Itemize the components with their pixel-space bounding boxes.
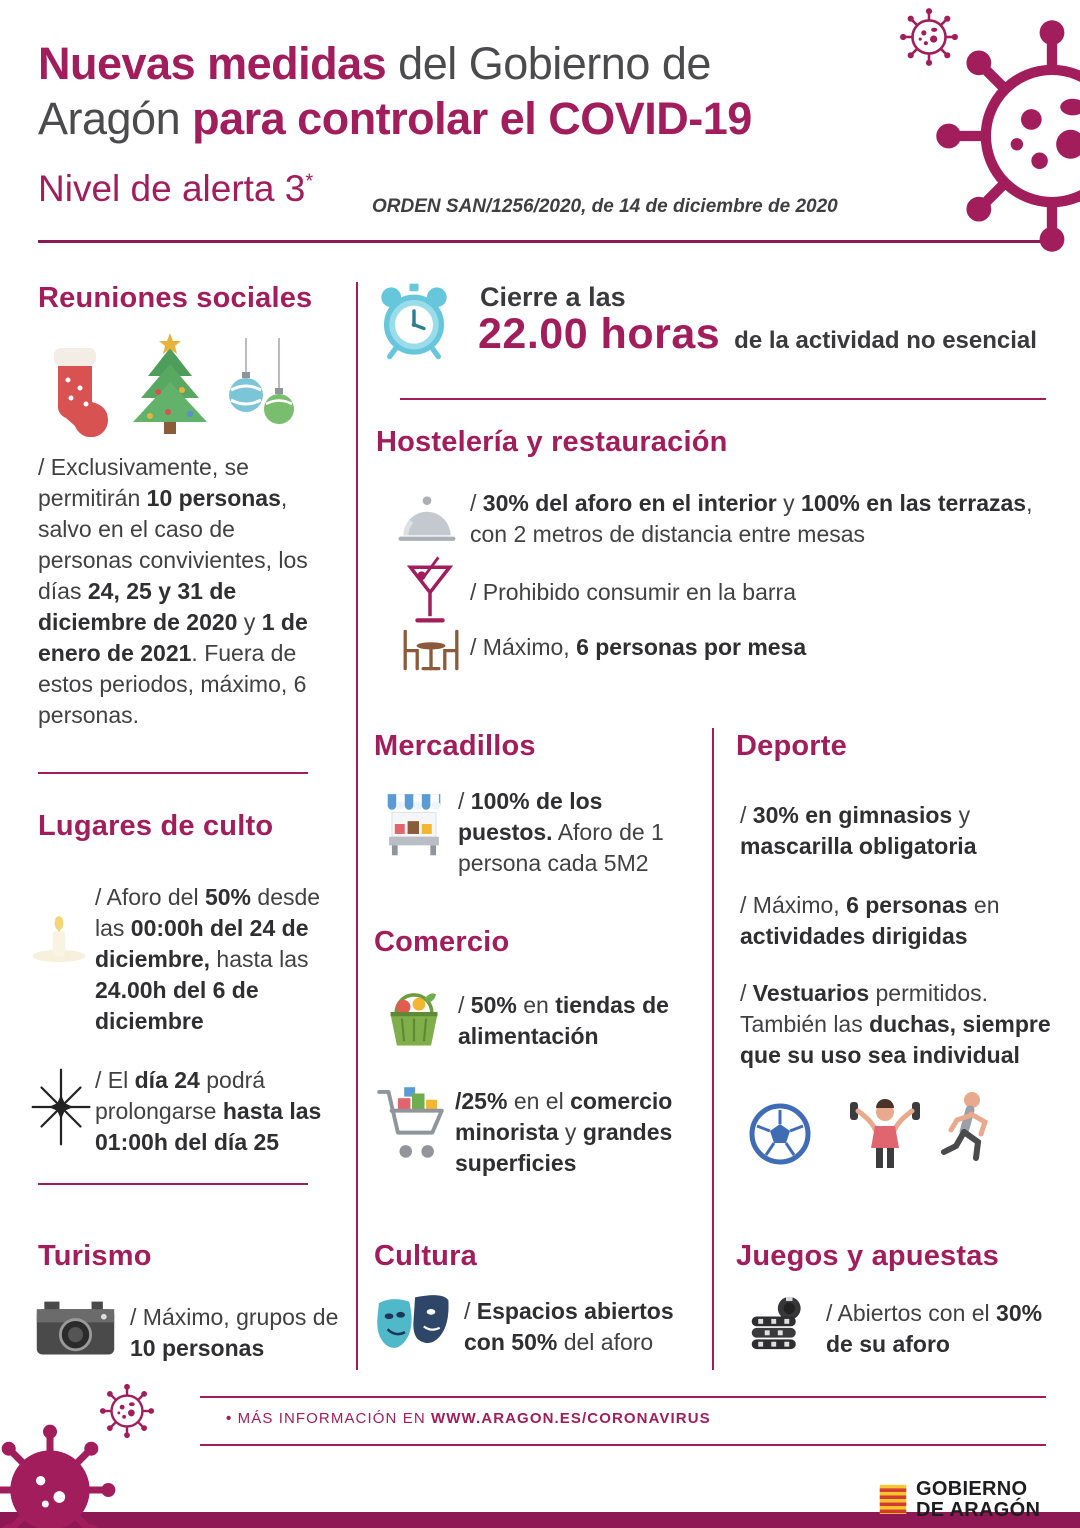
running-person-icon	[938, 1090, 996, 1174]
section-title-turismo: Turismo	[38, 1240, 152, 1272]
cultura-item: / Espacios abiertos con 50% del aforo	[464, 1298, 674, 1355]
alert-asterisk: *	[305, 170, 314, 193]
section-title-hosteleria: Hostelería y restauración	[376, 426, 728, 458]
comercio-item-alimentacion: / 50% en tiendas de alimentación	[458, 992, 669, 1049]
culto-item-aforo: / Aforo del 50% desde las 00:00h del 24 de diciembre, hasta las 24.00h del 6 de diciembre	[95, 884, 321, 1034]
alarm-clock-icon	[376, 282, 452, 362]
virus-icon	[0, 1420, 120, 1528]
government-logo-line2: DE ARAGÓN	[916, 1499, 1041, 1521]
page-title-line2: Aragón para controlar el COVID-19	[38, 93, 752, 144]
serving-dish-icon	[396, 492, 458, 544]
mercadillos-item: / 100% de los puestos. Aforo de 1 persona cada 5M2	[458, 788, 664, 876]
closure-intro: Cierre a las	[480, 282, 626, 312]
virus-icon	[928, 12, 1080, 260]
camera-icon	[33, 1295, 118, 1363]
footer-divider-bottom	[200, 1444, 1046, 1446]
table-and-chairs-icon	[398, 626, 464, 674]
juegos-item: / Abiertos con el 30% de su aforo	[826, 1300, 1043, 1357]
section-title-comercio: Comercio	[374, 926, 510, 958]
section-title-deporte: Deporte	[736, 730, 847, 762]
deporte-item-gimnasios: / 30% en gimnasios y mascarilla obligatoria	[740, 802, 977, 859]
closure-line	[478, 310, 1037, 359]
hosteleria-item-aforo: / 30% del aforo en el interior y 100% en las terrazas, con 2 metros de distancia entre mesas	[470, 490, 1033, 547]
closure-divider	[400, 398, 1046, 400]
left-divider-2	[38, 1183, 308, 1185]
theater-masks-icon	[376, 1290, 452, 1362]
food-basket-icon	[382, 984, 446, 1050]
hosteleria-item-barra: / Prohibido consumir en la barra	[470, 579, 796, 605]
hosteleria-item-mesa: / Máximo, 6 personas por mesa	[470, 634, 807, 660]
page-title	[38, 36, 752, 146]
turismo-item: / Máximo, grupos de 10 personas	[130, 1304, 339, 1361]
government-logo-line1: GOBIERNO	[916, 1478, 1028, 1500]
closure-time: 22.00 horas	[478, 310, 721, 358]
shopping-cart-icon	[376, 1082, 448, 1166]
government-logo-text	[916, 1479, 1040, 1521]
order-reference: ORDEN SAN/1256/2020, de 14 de diciembre de 2020	[372, 196, 838, 217]
section-title-cultura: Cultura	[374, 1240, 477, 1272]
market-stall-icon	[382, 788, 446, 860]
left-divider-1	[38, 772, 308, 774]
alert-level: Nivel de alerta 3*	[38, 168, 314, 209]
aragon-flag-icon	[878, 1481, 908, 1517]
footer-info: • MÁS INFORMACIÓN EN WWW.ARAGON.ES/CORONAVIRUS	[226, 1410, 711, 1427]
deporte-item-actividades: / Máximo, 6 personas en actividades dirigidas	[740, 892, 1000, 949]
weightlifting-person-icon	[848, 1094, 922, 1172]
christmas-stocking-icon	[38, 342, 113, 437]
deporte-item-vestuarios: / Vestuarios permitidos. También las duchas, siempre que su uso sea individual	[740, 980, 1051, 1068]
section-title-juegos: Juegos y apuestas	[736, 1240, 999, 1272]
column-divider-right	[712, 728, 714, 1370]
section-title-mercadillos: Mercadillos	[374, 730, 536, 762]
casino-chips-icon	[748, 1292, 806, 1354]
footer-divider-top	[200, 1396, 1046, 1398]
closure-rest: de la actividad no esencial	[734, 327, 1037, 354]
soccer-ball-icon	[748, 1102, 812, 1166]
column-divider-left	[356, 282, 358, 1370]
section-title-culto: Lugares de culto	[38, 810, 274, 842]
comercio-item-minorista: /25% en el comercio minorista y grandes superficies	[455, 1088, 673, 1176]
reuniones-body: / Exclusivamente, se permitirán 10 personas, salvo en el caso de personas convivientes, los días 24, 25 y 31 de diciembre de 2020 y 1 de enero de 2021. Fuera de estos periodos, máximo, 6 personas.	[38, 454, 308, 728]
christmas-tree-icon	[128, 332, 213, 437]
header-divider	[38, 240, 1046, 243]
cocktail-glass-icon	[406, 556, 454, 626]
section-title-reuniones: Reuniones sociales	[38, 282, 313, 314]
candle-icon	[28, 915, 90, 965]
culto-item-dia24: / El día 24 podrá prolongarse hasta las 01:00h del día 25	[95, 1067, 322, 1155]
christmas-ornaments-icon	[222, 338, 302, 438]
page-title-line1: Nuevas medidas del Gobierno de	[38, 38, 711, 89]
star-sparkle-icon	[25, 1068, 97, 1146]
